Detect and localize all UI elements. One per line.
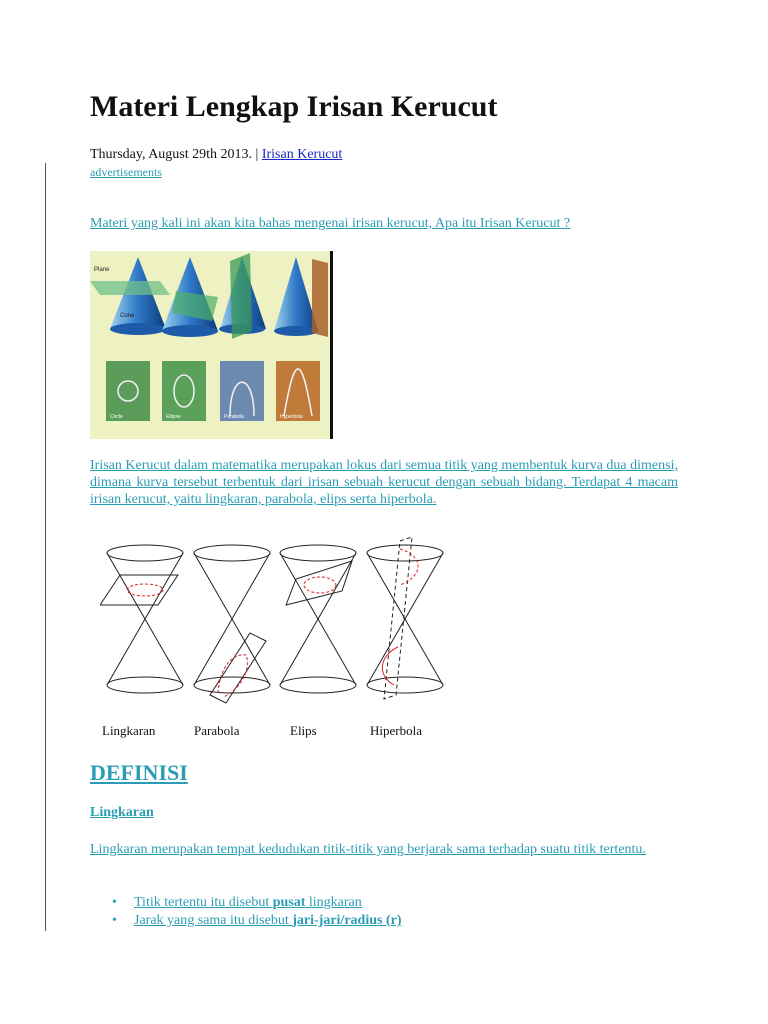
photo-label-hyperbola: Hyperbola xyxy=(280,414,303,420)
hiperbola-figure xyxy=(367,537,443,699)
intro-text[interactable]: Materi yang kali ini akan kita bahas mengenai irisan kerucut, Apa itu Irisan Kerucut ? xyxy=(90,216,571,231)
parabola-figure xyxy=(194,545,270,703)
photo-label-parabola: Parabola xyxy=(224,414,245,420)
category-link[interactable]: Irisan Kerucut xyxy=(261,147,343,162)
lingkaran-figure xyxy=(100,545,183,693)
ads-label[interactable]: advertisements xyxy=(90,165,162,179)
conic-sections-diagram xyxy=(100,535,460,745)
photo-label-ellipse: Ellipse xyxy=(166,414,181,420)
margin-line xyxy=(45,163,46,931)
elips-figure xyxy=(280,545,356,693)
diagram-label-hiperbola: Hiperbola xyxy=(370,723,422,738)
bullet-marker: • xyxy=(112,913,117,928)
article-meta xyxy=(90,147,342,163)
definisi-heading[interactable]: DEFINISI xyxy=(90,760,188,785)
bullet-text: Jarak yang sama itu disebut xyxy=(134,913,293,928)
bullet-marker: • xyxy=(112,895,117,910)
bullet-bold: jari-jari/radius (r) xyxy=(292,913,402,928)
photo-border xyxy=(330,251,333,439)
diagram-label-lingkaran: Lingkaran xyxy=(102,723,156,738)
bullet-bold: pusat xyxy=(272,895,306,910)
diagram-label-parabola: Parabola xyxy=(194,723,240,738)
lingkaran-definition[interactable]: Lingkaran merupakan tempat kedudukan titik-titik yang berjarak sama terhadap suatu titik tertentu. xyxy=(90,842,646,857)
conic-sections-photo xyxy=(90,251,333,439)
article-date: Thursday, August 29th 2013. | xyxy=(90,147,259,162)
photo-label-cone: Cone xyxy=(120,313,135,319)
diagram-label-elips: Elips xyxy=(290,723,317,738)
bullet-text-end: lingkaran xyxy=(305,895,362,910)
conic-photo-illustration xyxy=(90,251,333,439)
definition-bullets xyxy=(112,894,402,930)
definition-paragraph[interactable]: Irisan Kerucut dalam matematika merupakan lokus dari semua titik yang membentuk kurva dua dimensi, dimana kurva tersebut terbentuk dari irisan sebuah kerucut dengan sebuah bidang. Terdapat 4 macam irisan kerucut, yaitu lingkaran, parabola, elips serta hiperbola. xyxy=(90,458,678,507)
article-title: Materi Lengkap Irisan Kerucut xyxy=(90,90,498,123)
lingkaran-subheading[interactable]: Lingkaran xyxy=(90,805,154,820)
list-item[interactable] xyxy=(112,912,402,930)
list-item[interactable] xyxy=(112,894,402,912)
photo-label-plane: Plane xyxy=(94,267,110,273)
photo-label-circle: Circle xyxy=(110,414,123,420)
bullet-text: Titik tertentu itu disebut xyxy=(134,895,273,910)
